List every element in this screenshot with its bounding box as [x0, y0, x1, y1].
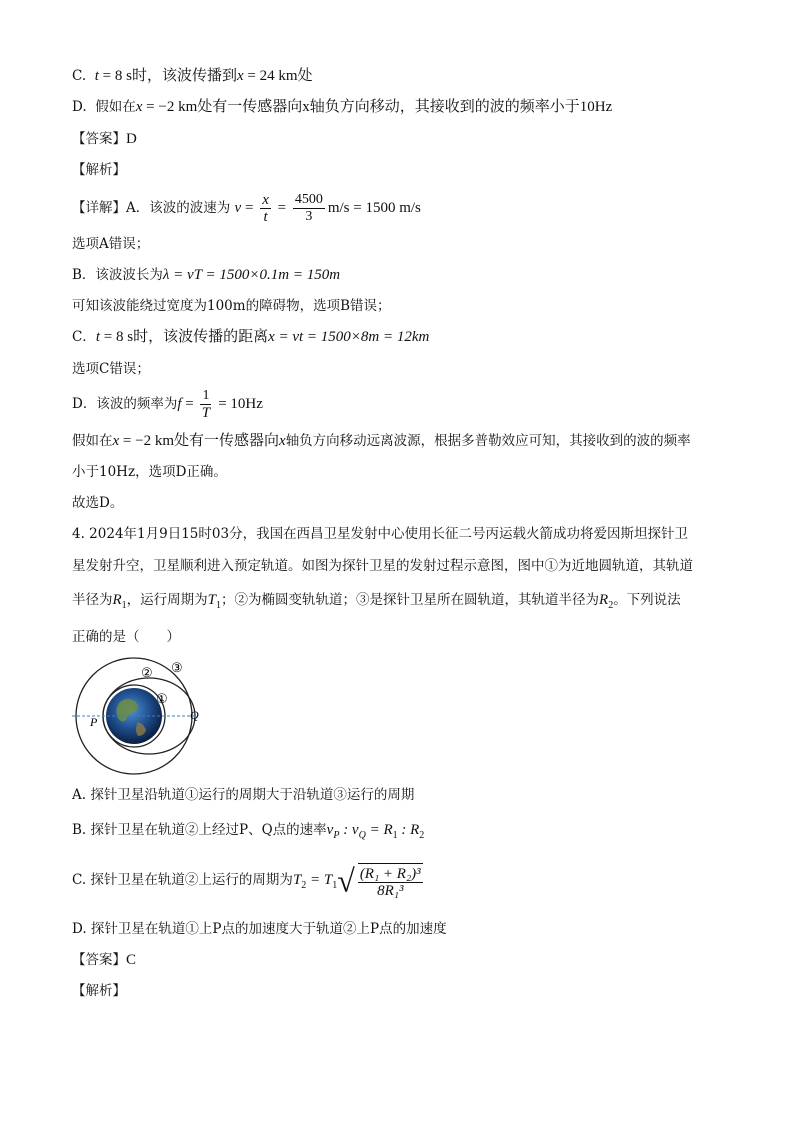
- option-text: = 24 km处: [243, 68, 313, 84]
- q4-option-c: [72, 858, 426, 908]
- fraction-numerator: (R₁ + R₂)³: [359, 865, 421, 882]
- var-t: t: [95, 329, 101, 345]
- fraction-numerator: 1: [202, 388, 210, 403]
- q3-c-wrong: 选项C错误；: [72, 361, 150, 377]
- var-x: x: [135, 99, 143, 115]
- formula: λ = vT = 1500×0.1m = 150m: [162, 267, 341, 283]
- subscript: 2: [419, 830, 425, 841]
- formula: : v: [339, 822, 359, 838]
- var-r: R: [112, 592, 122, 608]
- fraction-denominator: t: [263, 209, 268, 225]
- subscript: 1: [121, 600, 127, 611]
- answer-value: D: [126, 131, 137, 147]
- fraction-4500-over-3: [293, 192, 325, 225]
- formula: = T: [306, 872, 333, 888]
- var-x: x: [236, 68, 244, 84]
- subscript: 2: [301, 880, 307, 891]
- fraction-denominator: 8R₁³: [377, 882, 404, 899]
- fraction-denominator: T: [201, 405, 211, 421]
- var-x: x: [112, 433, 120, 449]
- option-label: C.: [72, 68, 87, 84]
- detail-text: 假如在: [72, 433, 113, 449]
- detail-text: = 10Hz: [214, 396, 263, 412]
- q3-conclusion: 故选D。: [72, 495, 124, 511]
- var-x: x: [279, 433, 286, 449]
- q4-analysis-label: 【解析】: [72, 983, 126, 999]
- q4-stem-line-4: 正确的是（ ）: [72, 629, 180, 645]
- answer-label: 【答案】: [72, 131, 126, 147]
- detail-text: = 8 s时，该波传播的距离: [100, 329, 269, 345]
- fraction-x-over-t: [260, 192, 271, 225]
- subscript: P: [333, 830, 340, 841]
- q3-d-note-2: 小于10Hz，选项D正确。: [72, 464, 227, 480]
- formula: = R: [365, 822, 393, 838]
- var-t: T: [207, 592, 217, 608]
- q4-option-a: A. 探针卫星沿轨道①运行的周期大于沿轨道③运行的周期: [72, 787, 415, 803]
- answer-label: 【答案】: [72, 952, 126, 968]
- q4-answer: [72, 950, 136, 970]
- equals: =: [241, 200, 258, 216]
- detail-text: B．该波波长为: [72, 267, 163, 283]
- option-text: = 8 s时，该波传播到: [98, 68, 237, 84]
- fraction-numerator: 4500: [294, 192, 323, 207]
- formula: : R: [397, 822, 420, 838]
- q3-detail-b: [72, 265, 340, 285]
- q3-option-d: [72, 97, 612, 117]
- orbit-3-label: ③: [171, 660, 183, 675]
- detail-text: D．该波的频率为: [72, 396, 178, 412]
- q3-detail-a: 【详解】A．该波的波速为 v = $\frac{x}{t}$ = $\frac{4500}{3}$ m/s = 1500 m/s: [72, 192, 421, 225]
- point-p-label: P: [90, 715, 98, 729]
- var-r: R: [599, 592, 609, 608]
- var-t: T: [292, 872, 302, 888]
- fraction-numerator: x: [262, 192, 269, 208]
- subscript: 1: [216, 600, 222, 611]
- detail-text: C．: [72, 329, 96, 345]
- q4-option-d: D. 探针卫星在轨道①上P点的加速度大于轨道②上P点的加速度: [72, 921, 447, 937]
- q4-stem-line-3: [72, 590, 681, 616]
- q3-answer: [72, 129, 137, 149]
- option-label: D.: [72, 99, 87, 115]
- var-f: f: [177, 396, 182, 412]
- q3-a-wrong: 选项A错误；: [72, 236, 150, 252]
- var-v: v: [234, 200, 242, 216]
- q3-option-c: [72, 66, 313, 86]
- q4-stem-line-1: 4. 2024年1月9日15时03分，我国在西昌卫星发射中心使用长征二号丙运载火箭成功将爱因斯坦探针卫: [72, 526, 689, 542]
- fraction-denominator: 3: [305, 209, 313, 224]
- detail-text: 轴负方向移动远离波源，根据多普勒效应可知，其接收到的波的频率: [285, 433, 691, 449]
- subscript: Q: [358, 830, 366, 841]
- orbit-1-label: ①: [156, 691, 168, 706]
- detail-label: 【详解】: [72, 200, 126, 216]
- detail-text: = −2 km处有一传感器向: [119, 433, 280, 449]
- q3-detail-d: [72, 386, 263, 422]
- stem-text: 。下列说法: [613, 592, 681, 608]
- sqrt-expression: √ $\frac{\text{(R₁ + R₂)³}}{\text{8R₁³}}$: [337, 862, 421, 899]
- stem-text: ；②为椭圆变轨轨道；③是探针卫星所在圆轨道，其轨道半径为: [221, 592, 600, 608]
- subscript: 1: [392, 830, 398, 841]
- option-text: B. 探针卫星在轨道②上经过P、Q点的速率: [72, 822, 327, 838]
- option-text: = −2 km处有一传感器向x轴负方向移动，其接收到的波的频率小于10Hz: [142, 99, 613, 115]
- q4-stem-line-2: 星发射升空，卫星顺利进入预定轨道。如图为探针卫星的发射过程示意图，图中①为近地圆轨道，其轨道: [72, 558, 693, 574]
- orbit-2-label: ②: [141, 665, 153, 680]
- q3-analysis-label: 【解析】: [72, 162, 126, 178]
- orbit-diagram: [68, 656, 200, 776]
- fraction-1-over-T: [200, 388, 211, 421]
- var-v: v: [326, 822, 334, 838]
- q4-option-b: [72, 820, 424, 846]
- detail-text: m/s = 1500 m/s: [327, 200, 421, 216]
- var-t: t: [94, 68, 99, 84]
- stem-text: ，运行周期为: [126, 592, 208, 608]
- subscript: 1: [332, 880, 338, 891]
- option-text: C. 探针卫星在轨道②上运行的周期为: [72, 872, 293, 888]
- equals: =: [181, 396, 198, 412]
- q3-detail-c: [72, 327, 429, 347]
- option-text: 假如在: [95, 99, 136, 115]
- answer-value: C: [126, 952, 137, 968]
- stem-text: 半径为: [72, 592, 113, 608]
- formula: x = vt = 1500×8m = 12km: [268, 329, 430, 345]
- q3-b-note: 可知该波能绕过宽度为100m的障碍物，选项B错误；: [72, 298, 391, 314]
- q3-d-note-1: [72, 431, 691, 451]
- detail-text: A．该波的波速为: [126, 200, 231, 216]
- point-q-label: Q: [190, 708, 199, 722]
- subscript: 2: [608, 600, 614, 611]
